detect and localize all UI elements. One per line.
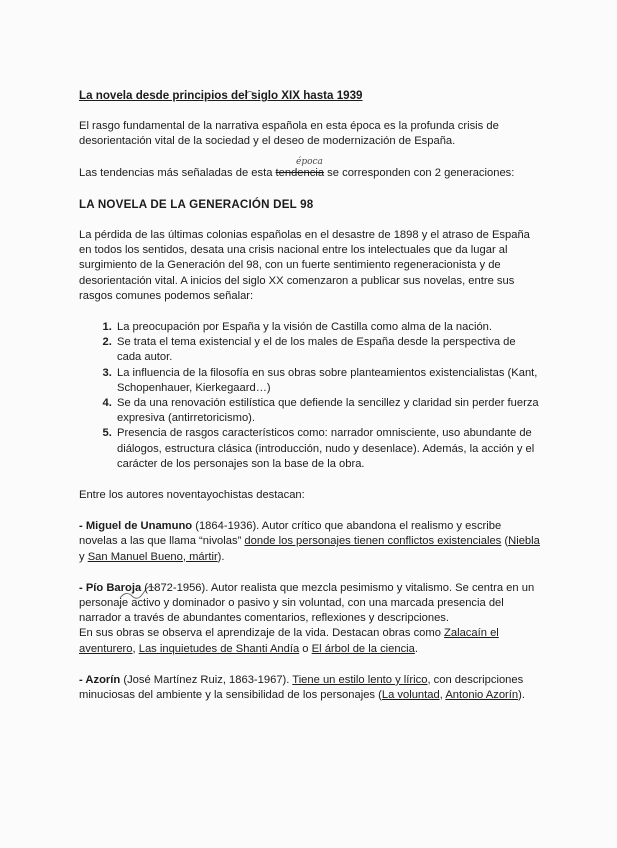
author-baroja: - Pío Baroja (1872-1956). Autor realista que mezcla pesimismo y vitalismo. Se centra en un personaje activo y dominador o pasivo y sin voluntad, con una marcada presencia del narrador a través de abundantes comentarios, reflexiones y descripciones. En sus obras se observa el aprendizaje de la vida. Destacan obras como Zalacaín el aventurero, Las inquietudes de Shanti Andía o El árbol de la ciencia. — [79, 581, 535, 655]
work-title: Zalacaín el aventurero — [79, 627, 499, 655]
struck-word: tendencia — [275, 166, 325, 179]
work-title: El árbol de la ciencia — [311, 642, 415, 655]
work-title: Las inquietudes de Shanti Andía — [138, 642, 300, 655]
list-item: 4. Se da una renovación estilística que defiende la sencillez y claridad sin perder fuerza expresiva (antirretoricismo). — [115, 396, 541, 426]
work-title: San Manuel Bueno, mártir — [87, 550, 218, 563]
work-title: Antonio Azorín — [445, 689, 519, 702]
list-item: 5. Presencia de rasgos característicos como: narrador omnisciente, uso abundante de diálogos, estructura clásica (introducción, nudo y desenlace). Además, la acción y el carácter de los personajes son la base de la obra. — [115, 426, 541, 472]
tendencias-paragraph — [79, 166, 541, 181]
work-title: Niebla — [508, 535, 540, 548]
author-name: - Pío Baroja — [79, 581, 142, 594]
handwritten-epoca: época — [296, 157, 323, 167]
list-item: 1. La preocupación por España y la visión de Castilla como alma de la nación. — [115, 320, 541, 335]
page-title: La novela desde principios del siglo XIX hasta 1939 — [79, 89, 363, 102]
author-name: - Miguel de Unamuno — [79, 520, 193, 533]
author-azorin: - Azorín (José Martínez Ruiz, 1863-1967). Tiene un estilo lento y lírico, con descripciones minuciosas del ambiente y la sensibilidad de los personajes (La voluntad, Antonio Azorín). — [79, 673, 525, 702]
tendencias-before: Las tendencias más señaladas de esta — [79, 166, 276, 179]
underlined-phrase: Tiene un estilo lento y lírico — [292, 673, 428, 686]
author-name: - Azorín — [79, 673, 121, 686]
document-body — [79, 88, 541, 719]
intro-paragraph: El rasgo fundamental de la narrativa española en esta época es la profunda crisis de desorientación vital de la sociedad y el deseo de modernización de España. — [79, 120, 499, 148]
authors-intro: Entre los autores noventayochistas destacan: — [79, 489, 305, 502]
features-list — [79, 320, 541, 472]
author-unamuno: - Miguel de Unamuno (1864-1936). Autor crítico que abandona el realismo y escribe novelas a las que llama “nivolas” donde los personajes tienen conflictos existenciales (Niebla y San Manuel Bueno, mártir). — [79, 520, 540, 563]
work-title: La voluntad — [381, 689, 440, 702]
underlined-phrase: donde los personajes tienen conflictos existenciales — [244, 535, 502, 548]
list-item: 3. La influencia de la filosofía en sus obras sobre planteamientos existencialistas (Kant, Schopenhauer, Kierkegaard…) — [115, 366, 541, 396]
section-heading: LA NOVELA DE LA GENERACIÓN DEL 98 — [79, 197, 314, 211]
list-item: 2. Se trata el tema existencial y el de los males de España desde la perspectiva de cada autor. — [115, 335, 541, 365]
section-intro-paragraph: La pérdida de las últimas colonias españolas en el desastre de 1898 y el atraso de España en todos los sentidos, desata una crisis nacional entre los intelectuales que da lugar al surgimiento de la Generación del 98, con un fuerte sentimiento regeneracionista y de desorientación vital. A inicios del siglo XX comenzaron a publicar sus novelas, entre sus rasgos comunes podemos señalar: — [79, 229, 530, 302]
tendencias-after: se corresponden con 2 generaciones: — [324, 166, 515, 179]
